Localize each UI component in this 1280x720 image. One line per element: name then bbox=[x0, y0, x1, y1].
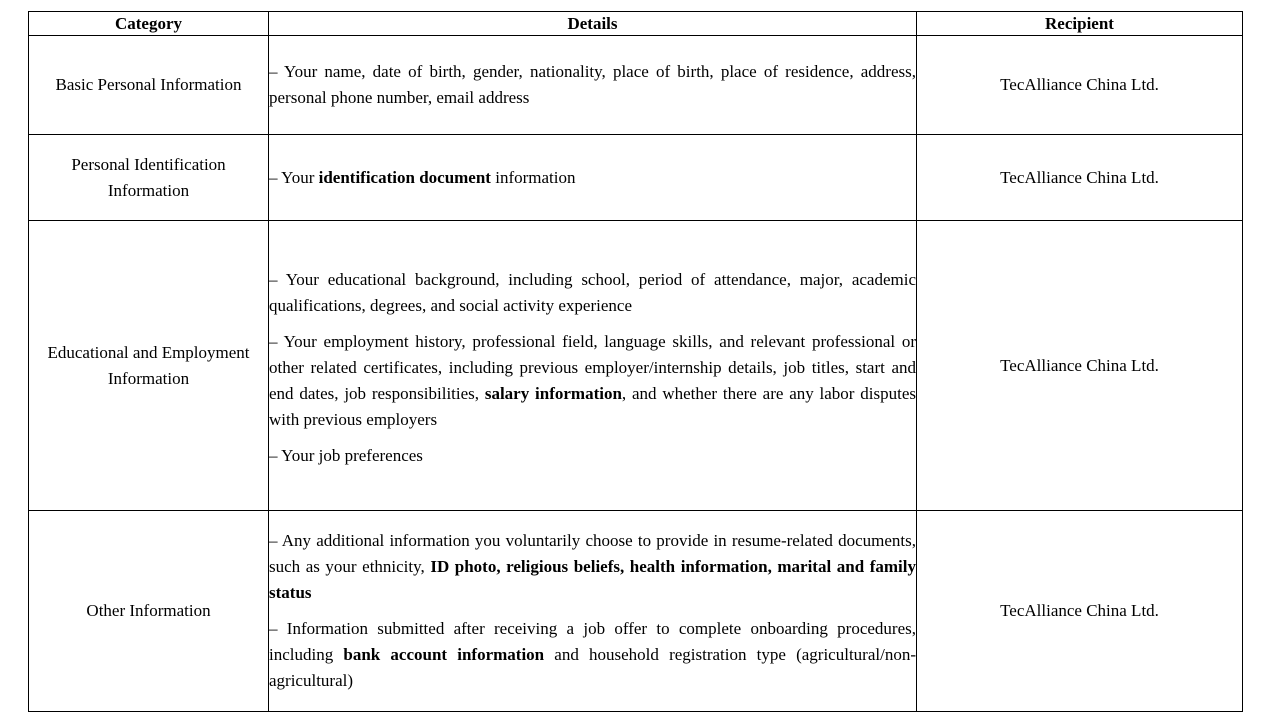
details-paragraph bbox=[269, 329, 916, 433]
table-row bbox=[29, 221, 1243, 511]
table-header bbox=[29, 12, 1243, 36]
table-row bbox=[29, 511, 1243, 712]
details-text: and household registration type (agricultural/non-agricultural) bbox=[269, 645, 916, 690]
details-paragraph bbox=[269, 616, 916, 694]
details-cell bbox=[269, 135, 917, 221]
header-details: Details bbox=[269, 12, 917, 36]
details-text: – Your employment history, professional field, language skills, and relevant professional or other related certificates, including previous employer/internship details, job titles, start and end dates, job responsibilities, bbox=[269, 331, 916, 403]
table-row bbox=[29, 36, 1243, 135]
recipient-cell: TecAlliance China Ltd. bbox=[917, 36, 1243, 135]
details-paragraph bbox=[269, 165, 916, 191]
table-body bbox=[29, 36, 1243, 712]
details-paragraph bbox=[269, 59, 916, 111]
recipient-cell: TecAlliance China Ltd. bbox=[917, 221, 1243, 511]
details-cell bbox=[269, 511, 917, 712]
details-paragraph bbox=[269, 443, 916, 469]
category-cell: Basic Personal Information bbox=[29, 36, 269, 135]
details-emphasis: salary information bbox=[484, 383, 622, 403]
details-text: information bbox=[490, 167, 576, 187]
header-recipient: Recipient bbox=[917, 12, 1243, 36]
details-text: – Information submitted after receiving a job offer to complete onboarding procedures, including bbox=[269, 619, 916, 664]
recipient-cell: TecAlliance China Ltd. bbox=[917, 511, 1243, 712]
details-text: – Your educational background, including school, period of attendance, major, academic qualifications, degrees, and social activity experience bbox=[269, 269, 916, 315]
header-category: Category bbox=[29, 12, 269, 36]
table-row bbox=[29, 135, 1243, 221]
details-emphasis: identification document bbox=[318, 167, 491, 187]
details-paragraph bbox=[269, 267, 916, 319]
recipient-cell: TecAlliance China Ltd. bbox=[917, 135, 1243, 221]
personal-information-table bbox=[28, 11, 1243, 712]
category-cell: Other Information bbox=[29, 511, 269, 712]
details-text: – Your name, date of birth, gender, nationality, place of birth, place of residence, address, personal phone number, email address bbox=[269, 62, 916, 107]
category-cell: Personal Identification Information bbox=[29, 135, 269, 221]
details-emphasis: bank account information bbox=[343, 645, 545, 664]
details-emphasis: ID photo, religious beliefs, health information, marital and family status bbox=[269, 557, 916, 602]
header-row bbox=[29, 12, 1243, 36]
details-text: – Any additional information you voluntarily choose to provide in resume-related documents, such as your ethnicity, bbox=[269, 531, 916, 576]
details-text: , and whether there are any labor disputes with previous employers bbox=[269, 383, 916, 429]
details-text: – Your job preferences bbox=[269, 445, 423, 465]
details-cell bbox=[269, 221, 917, 511]
details-cell bbox=[269, 36, 917, 135]
details-paragraph bbox=[269, 528, 916, 606]
details-text: – Your bbox=[269, 167, 319, 187]
category-cell: Educational and Employment Information bbox=[29, 221, 269, 511]
